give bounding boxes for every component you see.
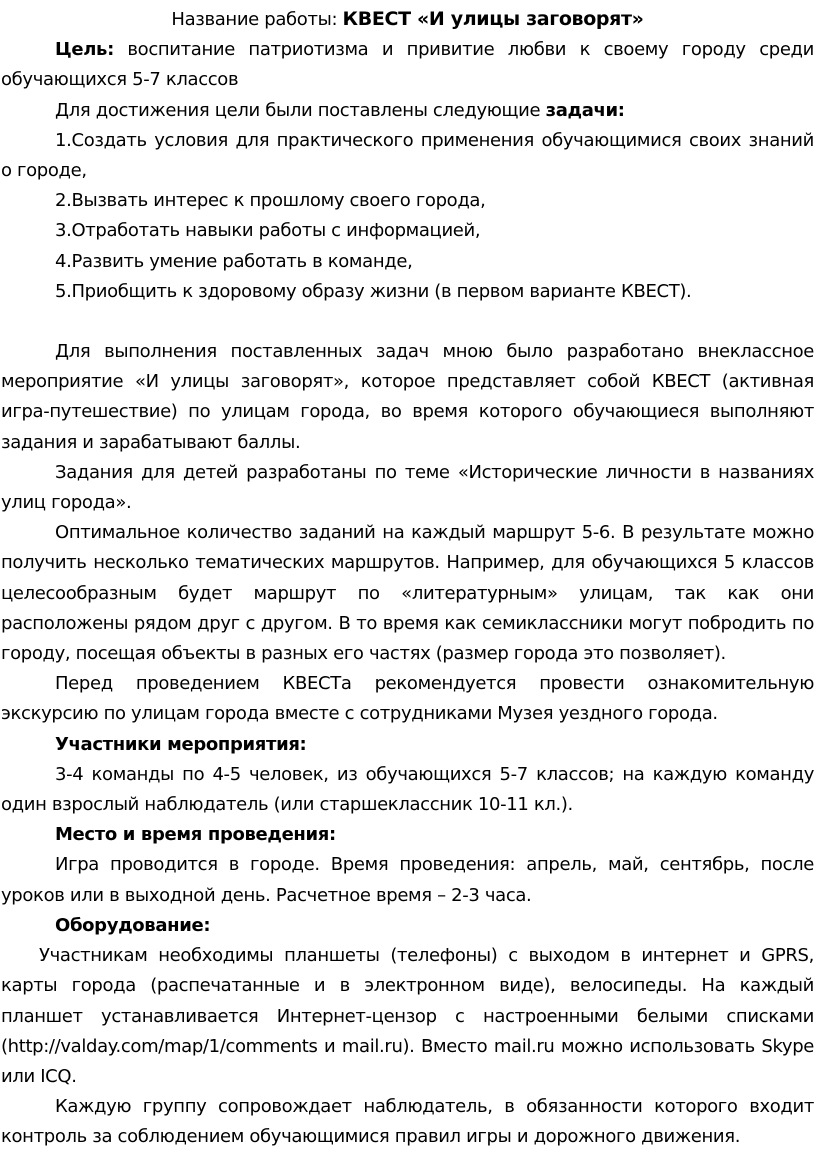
title-value: КВЕСТ «И улицы заговорят» xyxy=(342,8,644,30)
goal-label: Цель: xyxy=(55,39,114,61)
observer-text: Каждую группу сопровождает наблюдатель, в обязанности которого входит контроль за соблюдением обучающимися правил игры и дорожного движения. xyxy=(1,1096,814,1148)
spacer xyxy=(1,307,814,337)
task-item-1: 1.Создать условия для практического применения обучающимися своих знаний о городе, xyxy=(1,129,814,182)
tasks-intro-text: Для достижения цели были поставлены следующие xyxy=(55,99,546,121)
paragraph-2: Задания для детей разработаны по теме «Исторические личности в названиях улиц города». xyxy=(1,461,814,514)
paragraph-4: Перед проведением КВЕСТа рекомендуется провести ознакомительную экскурсию по улицам города вместе с сотрудниками Музея уездного города. xyxy=(1,673,814,725)
goal-paragraph xyxy=(1,35,814,95)
participants-heading: Участники мероприятия: xyxy=(55,733,307,755)
goal-text: воспитание патриотизма и привитие любви к своему городу среди обучающихся 5-7 классов xyxy=(1,39,814,91)
document-title xyxy=(1,4,814,35)
task-item-4: 4.Развить умение работать в команде, xyxy=(55,250,413,272)
title-label: Название работы: xyxy=(171,9,343,30)
place-time-heading: Место и время проведения: xyxy=(55,824,336,846)
task-item-2: 2.Вызвать интерес к прошлому своего города, xyxy=(55,190,486,212)
equipment-text: Участникам необходимы планшеты (телефоны) с выходом в интернет и GPRS, карты города (распечатанные и в электронном виде), велосипеды. На каждый планшет устанавливается Интернет-цензор с настроенными белыми списками (http://valday.com/map/1/comments и mail.ru). Вместо mail.ru можно использовать Skype или ICQ. xyxy=(1,945,814,1087)
participants-text: 3-4 команды по 4-5 человек, из обучающихся 5-7 классов; на каждую команду один взрослый наблюдатель (или старшеклассник 10-11 кл.). xyxy=(1,763,814,816)
task-item-3: 3.Отработать навыки работы с информацией, xyxy=(55,220,481,242)
paragraph-3: Оптимальное количество заданий на каждый маршрут 5-6. В результате можно получить несколько тематических маршрутов. Например, для обучающихся 5 классов целесообразным будет маршрут по «литературным» улицам, так как они расположены рядом друг с другом. В то время как семиклассники могут побродить по городу, посещая объекты в разных его частях (размер города это позволяет). xyxy=(1,522,814,665)
equipment-heading: Оборудование: xyxy=(55,914,211,936)
place-time-text: Игра проводится в городе. Время проведения: апрель, май, сентябрь, после уроков или в выходной день. Расчетное время – 2-3 часа. xyxy=(1,854,814,906)
tasks-intro-bold: задачи: xyxy=(545,99,625,121)
tasks-intro xyxy=(1,96,814,126)
paragraph-1: Для выполнения поставленных задач мною было разработано внеклассное мероприятие «И улицы заговорят», которое представляет собой КВЕСТ (активная игра-путешествие) по улицам города, во время которого обучающиеся выполняют задания и зарабатывают баллы. xyxy=(1,341,814,453)
task-item-5: 5.Приобщить к здоровому образу жизни (в первом варианте КВЕСТ). xyxy=(55,280,692,302)
